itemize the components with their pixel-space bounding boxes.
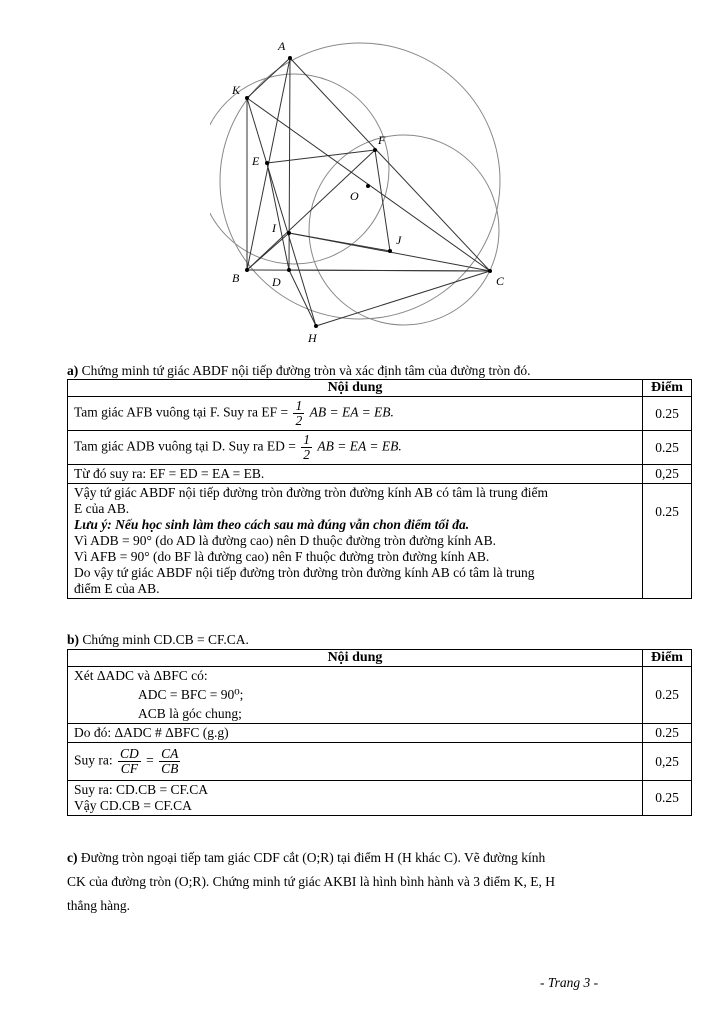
points: 0,25 [643, 465, 692, 484]
label-b: B [232, 271, 240, 285]
geometry-figure [210, 28, 530, 348]
fraction: $\frac{1}{2}$ [295, 398, 303, 428]
points: 0.25 [643, 781, 692, 816]
table-row: Vậy tứ giác ABDF nội tiếp đường tròn đường tròn đường kính AB có tâm là trung điểm E của AB. Lưu ý: Nếu học sinh làm theo cách sau mà đúng vẫn chon điểm tối đa. Vì ADB = 90° (do AD là đường cao) nên D thuộc đường tròn đường kính AB. Vì AFB = 90° (do BF là đường cao) nên F thuộc đường tròn đường kính AB. Do vậy tứ giác ABDF nội tiếp đường tròn đường tròn đường kính AB có tâm là trung điểm E của AB. [68, 484, 643, 599]
part-b-table [67, 649, 692, 816]
col-points: Điểm [643, 380, 692, 397]
label-e: E [252, 154, 260, 168]
table-row: Từ đó suy ra: EF = ED = EA = EB. [68, 465, 643, 484]
table-row: Suy ra: CD.CB = CF.CA Vậy CD.CB = CF.CA [68, 781, 643, 816]
points: 0.25 [643, 724, 692, 743]
col-content: Nội dung [68, 650, 643, 667]
part-a-table [67, 379, 692, 599]
points: 0,25 [643, 743, 692, 781]
part-c-paragraph: c) Đường tròn ngoại tiếp tam giác CDF cắt (O;R) tại điểm H (H khác C). Vẽ đường kính CK của đường tròn (O;R). Chứng minh tứ giác AKBI là hình bình hành và 3 điểm K, E, H thẳng hàng. [67, 850, 556, 913]
part-c-prefix: c) [67, 850, 78, 865]
part-a-heading [67, 363, 531, 379]
col-content: Nội dung [68, 380, 643, 397]
part-a-text: Chứng minh tứ giác ABDF nội tiếp đường tròn và xác định tâm của đường tròn đó. [78, 363, 531, 378]
label-j: J [396, 233, 402, 247]
points: 0.25 [643, 667, 692, 724]
label-a: A [278, 39, 286, 53]
circle-abdf [210, 74, 389, 264]
label-d: D [272, 275, 281, 289]
part-a-prefix: a) [67, 363, 79, 378]
part-b-prefix: b) [67, 632, 80, 647]
table-row: Tam giác ADB vuông tại D. Suy ra ED = $\frac{1}{2}$ AB = EA = EB. [68, 431, 643, 465]
label-f: F [378, 133, 386, 147]
label-k: K [232, 83, 241, 97]
table-row: Tam giác AFB vuông tại F. Suy ra EF = $\frac{1}{2}$ AB = EA = EB. [68, 397, 643, 431]
page-footer: - Trang 3 - [540, 975, 599, 990]
label-c: C [496, 274, 505, 288]
table-row: Do đó: ΔADC # ΔBFC (g.g) [68, 724, 643, 743]
label-h: H [308, 331, 317, 345]
points: 0.25 [643, 431, 692, 465]
col-points: Điểm [643, 650, 692, 667]
label-o: O [350, 189, 359, 203]
fraction: $\frac{1}{2}$ [303, 432, 311, 462]
label-i: I [272, 221, 276, 235]
table-row: Suy ra: $\frac{CD}{CF}$ = $\frac{CA}{CB}$ [68, 743, 643, 781]
table-row: Xét ΔADC và ΔBFC có: ADC = BFC = 90⁰; ACB là góc chung; [68, 667, 643, 724]
circle-cdf [309, 135, 499, 325]
fraction: $\frac{CD}{CF}$ [120, 746, 139, 776]
points: 0.25 [643, 397, 692, 431]
note: Lưu ý: Nếu học sinh làm theo cách sau mà đúng vẫn chon điểm tối đa. [74, 517, 470, 532]
part-b-text: Chứng minh CD.CB = CF.CA. [79, 632, 249, 647]
part-b-heading [67, 632, 249, 648]
fraction: $\frac{CA}{CB}$ [161, 746, 179, 776]
points: 0.25 [643, 484, 692, 599]
